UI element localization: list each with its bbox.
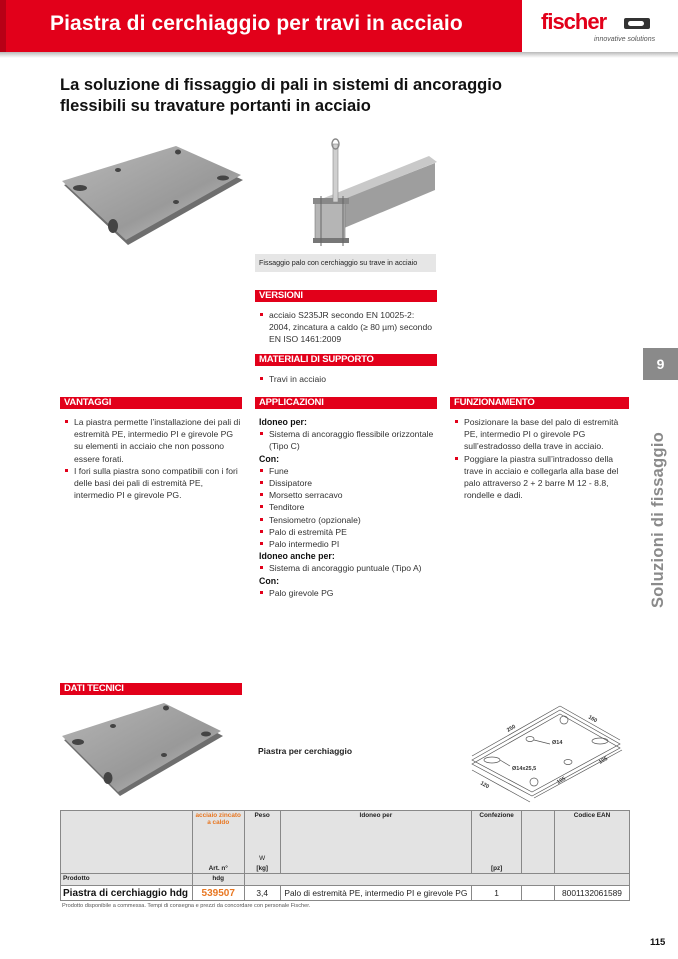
- list-item: Sistema di ancoraggio puntuale (Tipo A): [259, 562, 439, 574]
- header-confezione: [472, 811, 522, 874]
- post-on-steel-beam-image: [305, 138, 440, 250]
- header-peso: [244, 811, 280, 874]
- header-art: [192, 811, 244, 874]
- brand-logo: fischer: [541, 9, 607, 34]
- list-item: Palo di estremità PE: [259, 526, 439, 538]
- dim-105b: 105: [598, 755, 609, 766]
- list-item: acciaio S235JR secondo EN 10025-2: 2004, zincatura a caldo (≥ 80 µm) secondo EN ISO 1461:2009: [259, 309, 437, 346]
- technical-data-table: [60, 810, 630, 901]
- header-blank: [522, 811, 555, 874]
- dim-250: 250: [506, 723, 517, 734]
- table-footnote: Prodotto disponibile a commessa. Tempi di consegna e prezzi da concordare con personale Fischer.: [62, 903, 311, 909]
- header-confezione-unit: [pz]: [490, 865, 503, 872]
- steel-plate-image: [58, 700, 228, 800]
- list-item: Dissipatore: [259, 477, 439, 489]
- cell-art: 539507: [192, 886, 244, 901]
- table-header-row: [61, 811, 630, 874]
- steel-plate-image: [58, 140, 248, 250]
- cell-confezione: 1: [472, 886, 522, 901]
- section-funzionamento-body: [454, 416, 632, 501]
- table-row: [61, 886, 630, 901]
- list-item: Posizionare la base del palo di estremità PE, intermedio PI o girevole PG sull’estradosso della trave in acciaio.: [454, 416, 632, 453]
- header-peso-label: Peso: [254, 812, 270, 819]
- header-art-no: Art. n°: [208, 865, 228, 872]
- chapter-number-tab: 9: [643, 348, 678, 380]
- page-number: 115: [650, 937, 666, 948]
- headline-line-1: La soluzione di fissaggio di pali in sistemi di ancoraggio: [60, 76, 502, 94]
- section-applicazioni-body: [259, 416, 439, 599]
- chapter-title-vertical: Soluzioni di fissaggio: [649, 431, 667, 608]
- subheading-con: Con:: [259, 575, 280, 586]
- dim-slot-14x25: Ø14x25,5: [512, 766, 537, 772]
- cell-product: Piastra di cerchiaggio hdg: [61, 886, 193, 901]
- dim-hole-14: Ø14: [552, 740, 563, 746]
- product-label: Piastra per cerchiaggio: [258, 746, 353, 756]
- group-filler: [244, 874, 629, 886]
- subheading-idoneo-anche-per: Idoneo anche per:: [259, 551, 335, 562]
- section-label-dati-tecnici: DATI TECNICI: [60, 683, 242, 695]
- subheading-con: Con:: [259, 453, 280, 464]
- list-item: Tenditore: [259, 501, 439, 513]
- beam-image-caption: Fissaggio palo con cerchiaggio su trave in acciaio: [255, 254, 436, 272]
- list-item: Palo intermedio PI: [259, 538, 439, 550]
- header-idoneo: Idoneo per: [280, 811, 472, 874]
- cell-idoneo: Palo di estremità PE, intermedio PI e girevole PG: [280, 886, 472, 901]
- cell-peso: 3,4: [244, 886, 280, 901]
- section-label-applicazioni: APPLICAZIONI: [255, 397, 437, 409]
- header-ean: Codice EAN: [554, 811, 629, 874]
- list-item: Poggiare la piastra sull’intradosso della trave in acciaio e collegarla alla base del palo attraverso 2 + 2 barre M 12 - 8.8, rondelle e dadi.: [454, 453, 632, 502]
- header-peso-symbol: W: [259, 855, 266, 862]
- section-versioni-body: [259, 309, 437, 346]
- page-title: Piastra di cerchiaggio per travi in acciaio: [50, 12, 463, 35]
- list-item: I fori sulla piastra sono compatibili con i fori delle basi dei pali di estremità PE, intermedio PI e girevole PG.: [64, 465, 244, 502]
- group-art-variant: hdg: [192, 874, 244, 886]
- headline: [60, 75, 600, 117]
- list-item: La piastra permette l’installazione dei pali di estremità PE, intermedio PI e girevole PG su elementi in acciaio che non possono essere forati.: [64, 416, 244, 465]
- header-empty: [61, 811, 193, 874]
- list-item: Sistema di ancoraggio flessibile orizzontale (Tipo C): [259, 428, 439, 452]
- section-label-materiali: MATERIALI DI SUPPORTO: [255, 354, 437, 366]
- headline-line-2: flessibili su travature portanti in acciaio: [60, 97, 371, 115]
- fish-logo-icon: [624, 18, 650, 29]
- list-item: Palo girevole PG: [259, 587, 439, 599]
- section-vantaggi-body: [64, 416, 244, 501]
- dim-160: 160: [587, 714, 598, 725]
- header-material: acciaio zincato a caldo: [195, 812, 241, 826]
- cell-ean: 8001132061589: [554, 886, 629, 901]
- header-band-edge: [0, 0, 6, 52]
- section-label-vantaggi: VANTAGGI: [60, 397, 242, 409]
- dim-120: 120: [479, 780, 490, 791]
- list-item: Travi in acciaio: [259, 373, 437, 385]
- group-product-label: Prodotto: [61, 874, 193, 886]
- list-item: Morsetto serracavo: [259, 489, 439, 501]
- section-label-versioni: VERSIONI: [255, 290, 437, 302]
- plate-technical-drawing: [450, 692, 635, 804]
- header-peso-unit: [kg]: [256, 865, 269, 872]
- header-confezione-label: Confezione: [479, 812, 514, 819]
- header-shadow: [0, 52, 678, 58]
- section-label-funzionamento: FUNZIONAMENTO: [450, 397, 629, 409]
- cell-blank: [522, 886, 555, 901]
- list-item: Fune: [259, 465, 439, 477]
- dim-105a: 105: [556, 775, 567, 786]
- section-materiali-body: [259, 373, 437, 385]
- subheading-idoneo-per: Idoneo per:: [259, 417, 307, 427]
- list-item: Tensiometro (opzionale): [259, 514, 439, 526]
- brand-tagline: innovative solutions: [594, 36, 656, 43]
- table-group-row: [61, 874, 630, 886]
